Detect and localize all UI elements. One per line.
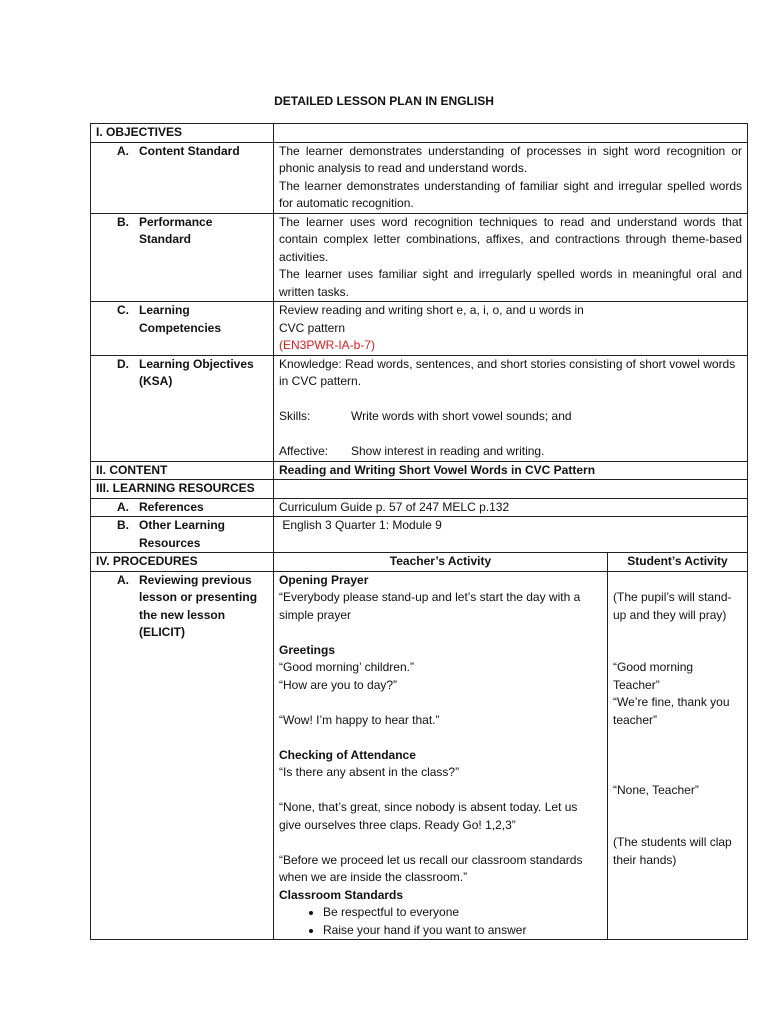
content-value: Reading and Writing Short Vowel Words in CVC Pattern bbox=[274, 461, 748, 480]
other-resources-label-2: Resources bbox=[139, 535, 201, 550]
skills-key: Skills: bbox=[279, 409, 311, 423]
learning-objectives-label-2: (KSA) bbox=[139, 374, 173, 388]
content-standard-label: Content Standard bbox=[139, 143, 240, 158]
references-value: Curriculum Guide p. 57 of 247 MELC p.132 bbox=[274, 498, 748, 517]
procedures-heading: IV. PROCEDURES bbox=[91, 553, 274, 572]
classroom-standards-heading: Classroom Standards bbox=[279, 887, 404, 902]
learning-competencies-letter: C. bbox=[117, 303, 129, 317]
prayer-line: “Everybody please stand-up and let’s start the day with a simple prayer bbox=[279, 590, 581, 622]
learning-objectives-letter: D. bbox=[117, 356, 129, 371]
other-resources-label-1: Other Learning bbox=[139, 518, 226, 532]
other-resources-row bbox=[91, 517, 748, 553]
resources-row bbox=[91, 480, 748, 499]
greet-line-3: “Wow! I’m happy to hear that.” bbox=[279, 712, 440, 727]
affective-objective: Show interest in reading and writing. bbox=[351, 444, 545, 458]
learning-competencies-label-1: Learning bbox=[139, 303, 190, 317]
performance-standard-letter: B. bbox=[117, 214, 129, 229]
attendance-line-1: “Is there any absent in the class?” bbox=[279, 765, 460, 779]
standard-item: • Be respectful to everyone bbox=[323, 904, 602, 922]
fine-response: “We’re fine, thank you teacher” bbox=[613, 695, 730, 727]
skills-objective: Write words with short vowel sounds; and bbox=[351, 409, 572, 423]
document-title: DETAILED LESSON PLAN IN ENGLISH bbox=[274, 94, 494, 108]
references-letter: A. bbox=[117, 499, 129, 514]
knowledge-objective: Knowledge: Read words, sentences, and short stories consisting of short vowel words in CVC pattern. bbox=[279, 356, 736, 388]
content-standard-letter: A. bbox=[117, 143, 129, 158]
performance-standard-text-2: The learner uses familiar sight and irregularly spelled words in meaningful oral and written tasks. bbox=[279, 267, 742, 299]
objectives-row bbox=[91, 124, 748, 143]
performance-standard-label-2: Standard bbox=[139, 232, 192, 246]
references-row bbox=[91, 498, 748, 517]
performance-standard-row bbox=[91, 213, 748, 302]
opening-prayer-heading: Opening Prayer bbox=[279, 572, 369, 587]
learning-competencies-text-2: CVC pattern bbox=[279, 320, 346, 335]
elicit-label-4: (ELICIT) bbox=[139, 625, 185, 639]
references-label: References bbox=[139, 499, 204, 514]
learning-competencies-row bbox=[91, 302, 748, 356]
learning-objectives-label-1: Learning Objectives bbox=[139, 356, 254, 371]
elicit-label-1: Reviewing previous bbox=[139, 572, 252, 587]
standard-item: • Raise your hand if you want to answer bbox=[323, 922, 602, 940]
none-response: “None, Teacher” bbox=[613, 782, 699, 797]
content-standard-text-1: The learner demonstrates understanding of processes in sight word recognition or phonic analysis to read and understand words. bbox=[279, 143, 742, 175]
teacher-activity-cell bbox=[274, 571, 608, 940]
resources-heading: III. LEARNING RESOURCES bbox=[91, 480, 274, 499]
performance-standard-label-1: Performance bbox=[139, 214, 213, 229]
student-activity-header: Student’s Activity bbox=[608, 553, 748, 572]
classroom-standards-list bbox=[279, 904, 602, 939]
objectives-heading: I. OBJECTIVES bbox=[91, 124, 274, 143]
recall-line: “Before we proceed let us recall our classroom standards when we are inside the classroom.” bbox=[279, 852, 583, 884]
greet-line-1: “Good morning’ children.” bbox=[279, 660, 414, 674]
content-standard-text-2: The learner demonstrates understanding of familiar sight and irregular spelled words for automatic recognition. bbox=[279, 178, 742, 210]
greet-line-2: “How are you to day?” bbox=[279, 677, 398, 692]
content-row bbox=[91, 461, 748, 480]
other-resources-letter: B. bbox=[117, 518, 129, 532]
learning-competencies-label-2: Competencies bbox=[139, 320, 222, 335]
lesson-plan-table bbox=[90, 123, 748, 940]
learning-competencies-text-1: Review reading and writing short e, a, i, o, and u words in bbox=[279, 303, 584, 317]
procedures-row bbox=[91, 553, 748, 572]
content-heading: II. CONTENT bbox=[91, 461, 274, 480]
attendance-line-2: “None, that’s great, since nobody is absent today. Let us give ourselves three claps. Ready Go! 1,2,3” bbox=[279, 800, 578, 832]
elicit-row bbox=[91, 571, 748, 940]
attendance-heading: Checking of Attendance bbox=[279, 747, 416, 762]
other-resources-value: English 3 Quarter 1: Module 9 bbox=[274, 517, 748, 553]
competency-code: (EN3PWR-IA-b-7) bbox=[279, 338, 376, 352]
clap-response: (The students will clap their hands) bbox=[613, 835, 732, 867]
prayer-response: (The pupil’s will stand-up and they will pray) bbox=[613, 590, 732, 622]
affective-key: Affective: bbox=[279, 444, 329, 458]
performance-standard-text-1: The learner uses word recognition techniques to read and understand words that contain complex letter combinations, affixes, and contractions through theme-based activities. bbox=[279, 214, 742, 264]
elicit-label-3: the new lesson bbox=[139, 607, 226, 622]
teacher-activity-header: Teacher’s Activity bbox=[274, 553, 608, 572]
elicit-letter: A. bbox=[117, 572, 129, 587]
student-activity-cell bbox=[608, 571, 748, 940]
greetings-heading: Greetings bbox=[279, 642, 336, 657]
learning-objectives-row bbox=[91, 355, 748, 461]
elicit-label-2: lesson or presenting bbox=[139, 590, 258, 604]
content-standard-row bbox=[91, 142, 748, 213]
greeting-response: “Good morning Teacher” bbox=[613, 660, 694, 692]
